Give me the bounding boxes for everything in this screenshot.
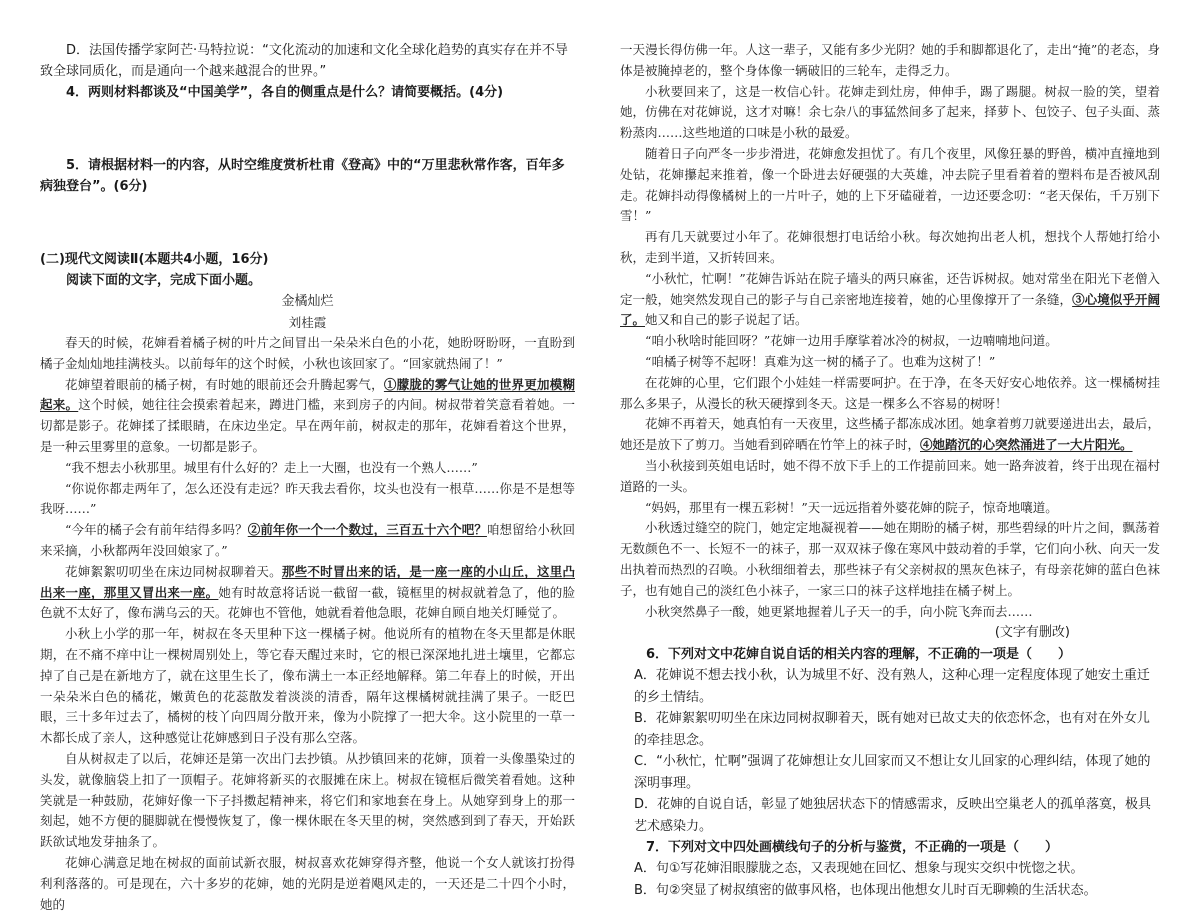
underlined-sentence-1: ①朦胧的雾气让她的世界更加模糊起来。	[40, 376, 575, 413]
answer-space-5	[40, 197, 575, 249]
question-7: 7．下列对文中四处画横线句子的分析与鉴赏，不正确的一项是（ ）	[646, 840, 1059, 856]
question-7-option-a: A．句①写花婶泪眼朦胧之态，又表现她在回忆、想象与现实交织中恍惚之状。	[634, 861, 1084, 877]
story-paragraph: “妈妈，那里有一棵五彩树！”天一远远指着外婆花婶的院子，惊奇地嚷道。	[645, 499, 1058, 515]
question-6-option-a: A．花婶说不想去找小秋，认为城里不好、没有熟人，这种心理一定程度体现了她安土重迁的乡土情结。	[634, 668, 1150, 705]
story-paragraph: 花婶心满意足地在树叔的面前试新衣服，树叔喜欢花婶穿得齐整，他说一个女人就该打扮得利利落落的。可是现在，六十多岁的花婶，她的光阴是逆着飓风走的，一天还是二十四个小时，她的	[40, 854, 575, 912]
underlined-sentence-2: ②前年你一个一个数过，三百五十六个吧？	[247, 522, 487, 538]
question-6-option-d: D．花婶的自说自话，彰显了她独居状态下的情感需求，反映出空巢老人的孤单落寞，极具艺术感染力。	[634, 797, 1152, 834]
underlined-sentence: 那些不时冒出来的话，是一座一座的小山丘，这里凸出来一座，那里又冒出来一座。	[40, 563, 575, 600]
question-6-option-b: B．花婶絮絮叨叨坐在床边同树叔聊着天，既有她对已故丈夫的依恋怀念，也有对在外女儿的牵挂思念。	[634, 711, 1150, 748]
story-paragraph: 小秋突然鼻子一酸，她更紧地握着儿子天一的手，向小院飞奔而去……	[645, 603, 1033, 619]
answer-space-4	[40, 103, 575, 155]
question-7-option-b: B．句②突显了树叔缜密的做事风格，也体现出他想女儿时百无聊赖的生活状态。	[634, 882, 1097, 898]
story-paragraph: “今年的橘子会有前年结得多吗？②前年你一个一个数过，三百五十六个吧？咱想留给小秋回来采摘，小秋都两年没回娘家了。”	[40, 522, 575, 558]
story-paragraph: “咱小秋啥时能回呀？”花婶一边用手摩挲着冰冷的树叔，一边喃喃地问道。	[645, 333, 1058, 349]
question-4: 4．两则材料都谈及“中国美学”，各自的侧重点是什么？请简要概括。(4分)	[66, 85, 504, 100]
story-title: 金橘灿烂	[281, 294, 334, 309]
question-6: 6．下列对文中花婶自说自话的相关内容的理解，不正确的一项是（ ）	[646, 647, 1072, 663]
underlined-sentence-4: ④她踏沉的心突然涌进了一大片阳光。	[920, 437, 1133, 453]
story-paragraph: 当小秋接到英姐电话时，她不得不放下手上的工作提前回来。她一路奔波着，终于出现在福村道路的一头。	[620, 457, 1160, 494]
story-paragraph: 花婶絮絮叨叨坐在床边同树叔聊着天。那些不时冒出来的话，是一座一座的小山丘，这里凸出来一座，那里又冒出来一座。她有时故意将话说一截留一截，镜框里的树叔就着急了，他的脸色就不太好了，像布满乌云的天。花婶也不管他，她就看着他急眼，花婶自顾自地关灯睡觉了。	[40, 563, 575, 621]
story-paragraph: 自从树叔走了以后，花婶还是第一次出门去抄镇。从抄镇回来的花婶，顶着一头像墨染过的头发，就像脑袋上扣了一顶帽子。花婶将新买的衣服摊在床上。树叔在镜框后微笑着看她。这种笑就是一种鼓励，花婶好像一下子抖擞起精神来，将它们和家地套在身上。从她穿到身上的那一刻起，她不方便的腿脚就在慢慢恢复了，像一棵休眠在冬天里的树，突然感到到了春天，开始跃跃欲试地发芽抽条了。	[40, 750, 575, 850]
story-paragraph: 小秋上小学的那一年，树叔在冬天里种下这一棵橘子树。他说所有的植物在冬天里都是休眠期，在不痛不痒中让一棵树周别处上，等它春天醒过来时，它的根已深深地扎进土壤里，它都忘掉了自己是在新地方了，就在这里生长了，像布满土一本正经地解释。第二年春上的时候，开出一朵朵米白色的橘花，嫩黄色的花蕊散发着淡淡的清香，隔年这棵橘树就挂满了果子。一眨巴眼，三十多年过去了，橘树的枝丫向四周分散开来，像为小院撑了一把大伞。这小院里的一草一木都长成了亲人，这种感觉让花婶感到日子没有那么空落。	[40, 626, 575, 746]
story-paragraph: 一天漫长得仿佛一年。人这一辈子，又能有多少光阴？她的手和脚都退化了，走出“掩”的老态，身体是被腌掉老的，整个身体像一辆破旧的三轮车，走得乏力。	[620, 42, 1160, 78]
story-paragraph: 随着日子向严冬一步步滑进，花婶愈发担忧了。有几个夜里，风像狂暴的野兽，横冲直撞地到处钻，花婶攥起来推着，像一个卧进去好硬强的大英雄，冲去院子里看着着的塑料布是否被风刮走。花婶抖动得像橘树上的一片叶子，她的上下牙磕碰着，一边还要念叨：“老天保佑，千万别下雪！”	[620, 145, 1160, 224]
story-paragraph: “我不想去小秋那里。城里有什么好的？走上一大圈，也没有一个熟人……”	[65, 459, 478, 475]
right-column	[620, 40, 1160, 901]
story-paragraph: 花婶望着眼前的橘子树，有时她的眼前还会升腾起雾气，①朦胧的雾气让她的世界更加模糊起来。这个时候，她往往会摸索着起来，蹲进门槛，来到房子的内间。树叔带着笑意看着她。一切都是影子。花婶揉了揉眼睛，在床边坐定。早在两年前，树叔走的那年，花婶看着这个世界，是一种云里雾里的意象。一切都是影子。	[40, 376, 575, 454]
story-paragraph: 在花婶的心里，它们跟个小娃娃一样需要呵护。在于净，在冬天好安心地依养。这一棵橘树挂那么多果子，从漫长的秋天硬撑到冬天。这是一棵多么不容易的树呀！	[620, 374, 1160, 411]
source-note: (文字有删改)	[994, 625, 1070, 641]
story-paragraph: 花婶不再着天，她真怕有一天夜里，这些橘子都冻成冰团。她拿着剪刀就要递进出去，最后，她还是放下了剪刀。当她看到碎晒在竹竿上的袜子时，④她踏沉的心突然涌进了一大片阳光。	[620, 416, 1160, 453]
section-heading: (二)现代文阅读Ⅱ(本题共4小题，16分)	[40, 252, 269, 267]
story-paragraph: “你说你都走两年了，怎么还没有走远？昨天我去看你，坟头也没有一根草……你是不是想等我呀……”	[40, 480, 575, 517]
story-paragraph: “咱橘子树等不起呀！真难为这一树的橘子了。也难为这树了！”	[645, 353, 996, 369]
question-5: 5．请根据材料一的内容，从时空维度赏析杜甫《登高》中的“万里悲秋常作客，百年多病独登台”。(6分)	[40, 158, 565, 194]
question-6-option-c: C．“小秋忙，忙啊”强调了花婶想让女儿回家而又不想让女儿回家的心理纠结，体现了她的深明事理。	[634, 754, 1151, 791]
story-paragraph: “小秋忙，忙啊！”花婶告诉站在院子墙头的两只麻雀，还告诉树叔。她对常坐在阳光下老僧入定一般，她突然发现自己的影子与自己亲密地连接着，她的心里像撑开了一条缝，③心境似乎开阔了。她又和自己的影子说起了话。	[620, 270, 1160, 328]
story-paragraph: 小秋要回来了，这是一枚信心针。花婶走到灶房，伸伸手，踢了踢腿。树叔一脸的笑，望着她，仿佛在对花婶说，这才对嘛！余七杂八的事猛然间多了起来，择萝卜、包饺子、包子头面、蒸粉蒸肉……这些地道的口味是小秋的最爱。	[620, 83, 1160, 141]
story-paragraph: 再有几天就要过小年了。花婶很想打电话给小秋。每次她拘出老人机，想找个人帮她打给小秋，走到半道，又折转回来。	[620, 229, 1160, 265]
option-d: D．法国传播学家阿芒·马特拉说：“文化流动的加速和文化全球化趋势的真实存在并不导致全球同质化，而是通向一个越来越混合的世界。”	[40, 43, 568, 79]
reading-instruction: 阅读下面的文字，完成下面小题。	[66, 273, 262, 288]
underlined-sentence-3: ③心境似乎开阔了。	[620, 291, 1160, 328]
left-column	[40, 40, 575, 915]
story-author: 刘桂霞	[288, 315, 327, 330]
story-paragraph: 小秋透过缝空的院门，她定定地凝视着——她在期盼的橘子树，那些碧绿的叶片之间，飘荡着无数颜色不一、长短不一的袜子，那一双双袜子像在寒风中鼓动着的手掌，它们向小秋、向天一发出执着而热烈的召唤。小秋细细着去，那些袜子有父亲树叔的黑灰色袜子，有母亲花婶的蓝白色袜子，也有她自己的淡红色小袜子，一家三口的袜子这样地挂在橘子树上。	[620, 520, 1160, 598]
story-paragraph: 春天的时候，花婶看着橘子树的叶片之间冒出一朵朵米白色的小花，她盼呀盼呀，一直盼到橘子金灿灿地挂满枝头。以前每年的这个时候，小秋也该回家了。“回家就热闹了！”	[40, 335, 575, 371]
